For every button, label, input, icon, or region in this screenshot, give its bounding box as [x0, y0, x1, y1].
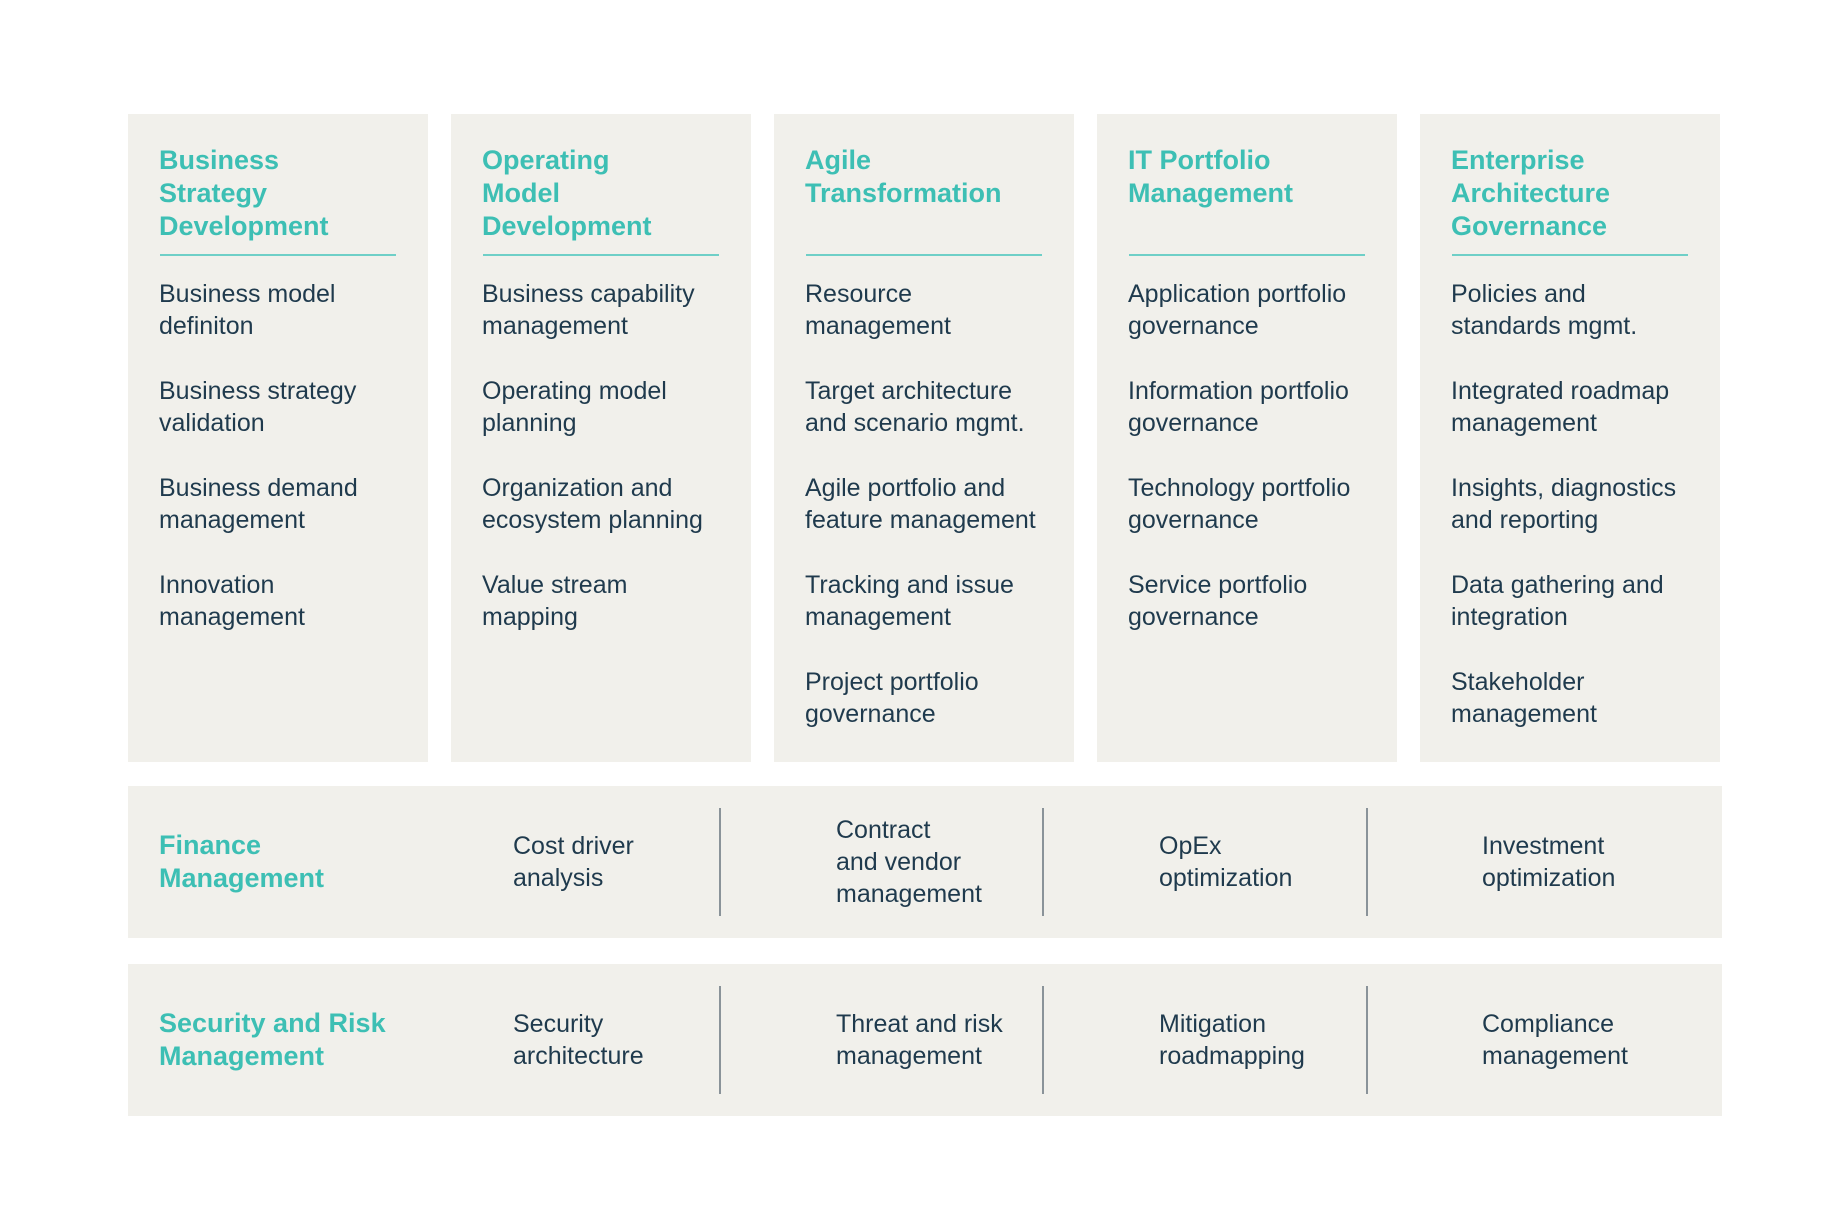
capability-item: Agile portfolio and feature management [805, 474, 1036, 534]
band-divider [719, 986, 721, 1094]
capability-item: Tracking and issue management [805, 571, 1014, 631]
capability-column [774, 114, 1074, 762]
capability-item: Technology portfolio governance [1128, 474, 1351, 534]
band-item: OpEx optimization [1159, 832, 1293, 892]
capability-band [128, 964, 1722, 1116]
capability-item: Data gathering and integration [1451, 571, 1664, 631]
capability-item: Innovation management [159, 571, 305, 631]
column-title: Agile Transformation [805, 145, 1002, 208]
capability-item: Application portfolio governance [1128, 280, 1347, 340]
capability-item: Insights, diagnostics and reporting [1451, 474, 1677, 534]
capability-column [451, 114, 751, 762]
capability-item: Business demand management [159, 474, 358, 534]
capability-item: Business strategy validation [159, 377, 357, 437]
column-title: Enterprise Architecture Governance [1451, 145, 1611, 241]
band-title: Security and Risk Management [159, 1008, 386, 1071]
capability-band [128, 786, 1722, 938]
band-item: Mitigation roadmapping [1159, 1010, 1305, 1070]
capability-item: Business capability management [482, 280, 695, 340]
column-title: IT Portfolio Management [1128, 145, 1294, 208]
capability-item: Business model definiton [159, 280, 336, 340]
column-title: Operating Model Development [482, 145, 652, 241]
capability-item: Project portfolio governance [805, 668, 979, 728]
column-title: Business Strategy Development [159, 145, 329, 241]
title-divider [160, 254, 396, 256]
title-divider [1452, 254, 1688, 256]
capability-list [805, 278, 1071, 763]
capability-list [1451, 278, 1717, 763]
band-divider [1042, 986, 1044, 1094]
capability-item: Information portfolio governance [1128, 377, 1349, 437]
capability-list [159, 278, 425, 666]
band-item: Compliance management [1482, 1010, 1628, 1070]
title-divider [1129, 254, 1365, 256]
band-item: Cost driver analysis [513, 832, 634, 892]
band-item: Threat and risk management [836, 1010, 1003, 1070]
capability-list [1128, 278, 1394, 666]
band-item: Security architecture [513, 1010, 644, 1070]
title-divider [483, 254, 719, 256]
capability-item: Stakeholder management [1451, 668, 1597, 728]
capability-item: Policies and standards mgmt. [1451, 280, 1638, 340]
capability-item: Integrated roadmap management [1451, 377, 1670, 437]
capability-column [128, 114, 428, 762]
band-divider [1366, 986, 1368, 1094]
capability-item: Value stream mapping [482, 571, 628, 631]
capability-list [482, 278, 748, 666]
capability-item: Target architecture and scenario mgmt. [805, 377, 1025, 437]
band-divider [1042, 808, 1044, 916]
band-divider [1366, 808, 1368, 916]
capability-item: Resource management [805, 280, 951, 340]
capability-column [1420, 114, 1720, 762]
capability-item: Operating model planning [482, 377, 667, 437]
capability-column [1097, 114, 1397, 762]
band-item: Investment optimization [1482, 832, 1616, 892]
band-item: Contract and vendor management [836, 816, 982, 908]
capability-item: Service portfolio governance [1128, 571, 1308, 631]
capability-item: Organization and ecosystem planning [482, 474, 703, 534]
band-title: Finance Management [159, 830, 325, 893]
title-divider [806, 254, 1042, 256]
band-divider [719, 808, 721, 916]
